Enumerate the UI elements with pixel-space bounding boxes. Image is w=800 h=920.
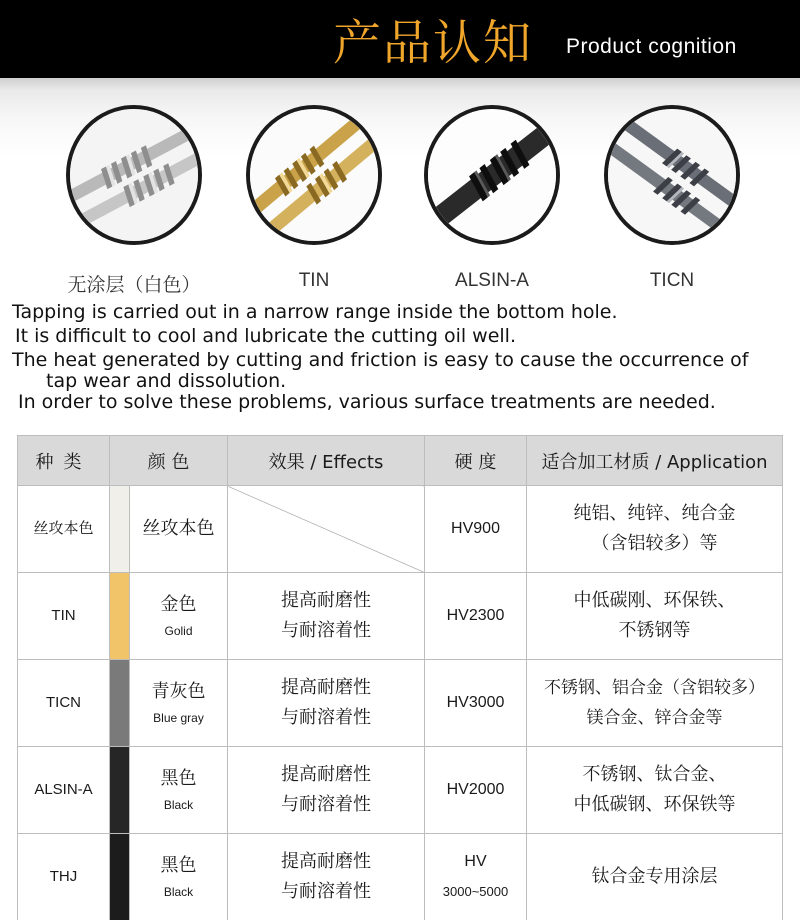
row-application [527, 573, 783, 660]
header-application: 适合加工材质 / Application [527, 436, 783, 486]
row-effect-line-2: 与耐溶着性 [281, 620, 372, 641]
row-app-line-2: 镁合金、锌合金等 [586, 708, 723, 728]
row-type: THJ [18, 834, 110, 920]
header-type: 种类 [18, 436, 110, 486]
row-effect-line-1: 提高耐磨性 [281, 851, 372, 872]
row-application [527, 660, 783, 747]
table-row [18, 660, 783, 747]
table-row [18, 747, 783, 834]
intro-line-2: It is difficult to cool and lubricate the cutting oil well. [15, 325, 517, 347]
row-color [130, 573, 228, 660]
table-row [18, 834, 783, 920]
row-application [527, 747, 783, 834]
row-effects [228, 660, 425, 747]
row-effects [228, 573, 425, 660]
header-hardness: 硬 度 [425, 436, 527, 486]
product-label-uncoated: 无涂层（白色） [67, 275, 201, 296]
row-type: ALSIN-A [18, 747, 110, 834]
row-hardness-line-1: HV [464, 853, 487, 870]
row-app-line-2: 不锈钢等 [618, 620, 691, 641]
row-effect-line-2: 与耐溶着性 [281, 707, 372, 728]
header-effects: 效果 / Effects [228, 436, 425, 486]
intro-text [12, 300, 800, 414]
row-color [130, 660, 228, 747]
intro-line-3: The heat generated by cutting and friction is easy to cause the occurrence of [12, 349, 749, 371]
row-type: TICN [18, 660, 110, 747]
row-app-line-1: 不锈钢、铝合金（含铝较多） [544, 678, 766, 698]
row-app-line-2: （含铝较多）等 [591, 533, 718, 554]
row-color [130, 486, 228, 573]
product-tin [246, 105, 382, 291]
intro-line-1: Tapping is carried out in a narrow range inside the bottom hole. [12, 301, 618, 323]
row-app-line-1: 钛合金专用涂层 [591, 866, 718, 887]
intro-line-3-continued: tap wear and dissolution. [46, 370, 287, 392]
row-hardness: HV3000 [425, 660, 527, 747]
row-effect-line-2: 与耐溶着性 [281, 794, 372, 815]
table-row [18, 573, 783, 660]
row-effect-line-1: 提高耐磨性 [281, 677, 372, 698]
row-effects [228, 834, 425, 920]
row-hardness [425, 834, 527, 920]
row-hardness: HV900 [425, 486, 527, 573]
header-color: 颜 色 [110, 436, 228, 486]
row-effects-empty [228, 486, 425, 573]
row-color [130, 747, 228, 834]
tin-tap-image [246, 105, 382, 245]
row-app-line-1: 不锈钢、钛合金、 [582, 764, 727, 785]
row-application [527, 834, 783, 920]
color-swatch [110, 747, 130, 834]
product-ticn [604, 105, 740, 291]
row-color-cn: 黑色 [160, 768, 197, 789]
product-label-alsin-a: ALSIN-A [455, 270, 529, 291]
table-row [18, 486, 783, 573]
product-uncoated [66, 105, 202, 296]
product-label-ticn: TICN [649, 270, 695, 291]
product-label-tin: TIN [298, 270, 330, 291]
table-header-row [18, 436, 783, 486]
row-app-line-1: 纯铝、纯锌、纯合金 [573, 503, 736, 524]
row-effects [228, 747, 425, 834]
intro-line-4: In order to solve these problems, various surface treatments are needed. [18, 391, 716, 413]
row-color [130, 834, 228, 920]
alsin-a-tap-image [424, 105, 560, 245]
row-app-line-1: 中低碳刚、环保铁、 [573, 590, 736, 611]
row-color-en: Golid [164, 624, 193, 638]
row-color-en: Black [163, 798, 194, 812]
row-hardness: HV2300 [425, 573, 527, 660]
row-color-cn: 青灰色 [151, 681, 206, 702]
uncoated-tap-image [66, 105, 202, 245]
color-swatch [110, 486, 130, 573]
color-swatch [110, 660, 130, 747]
coating-spec-table [17, 435, 783, 920]
product-alsin-a [424, 105, 560, 291]
color-swatch [110, 573, 130, 660]
page-subtitle: Product cognition [566, 35, 737, 58]
row-effect-line-1: 提高耐磨性 [281, 764, 372, 785]
row-type: 丝攻本色 [18, 486, 110, 573]
ticn-tap-image [604, 105, 740, 245]
row-color-cn: 丝攻本色 [142, 518, 215, 539]
row-color-en: Black [163, 885, 194, 899]
row-color-en: Blue gray [153, 711, 204, 725]
row-effect-line-1: 提高耐磨性 [281, 590, 372, 611]
row-color-cn: 黑色 [160, 855, 197, 876]
row-effect-line-2: 与耐溶着性 [281, 881, 372, 902]
row-type: TIN [18, 573, 110, 660]
row-application [527, 486, 783, 573]
row-app-line-2: 中低碳钢、环保铁等 [573, 794, 736, 815]
row-hardness-line-2: 3000~5000 [442, 884, 509, 899]
page-title: 产品认知 [333, 15, 534, 71]
header-banner [0, 0, 800, 78]
row-color-cn: 金色 [160, 594, 197, 615]
row-hardness: HV2000 [425, 747, 527, 834]
color-swatch [110, 834, 130, 920]
